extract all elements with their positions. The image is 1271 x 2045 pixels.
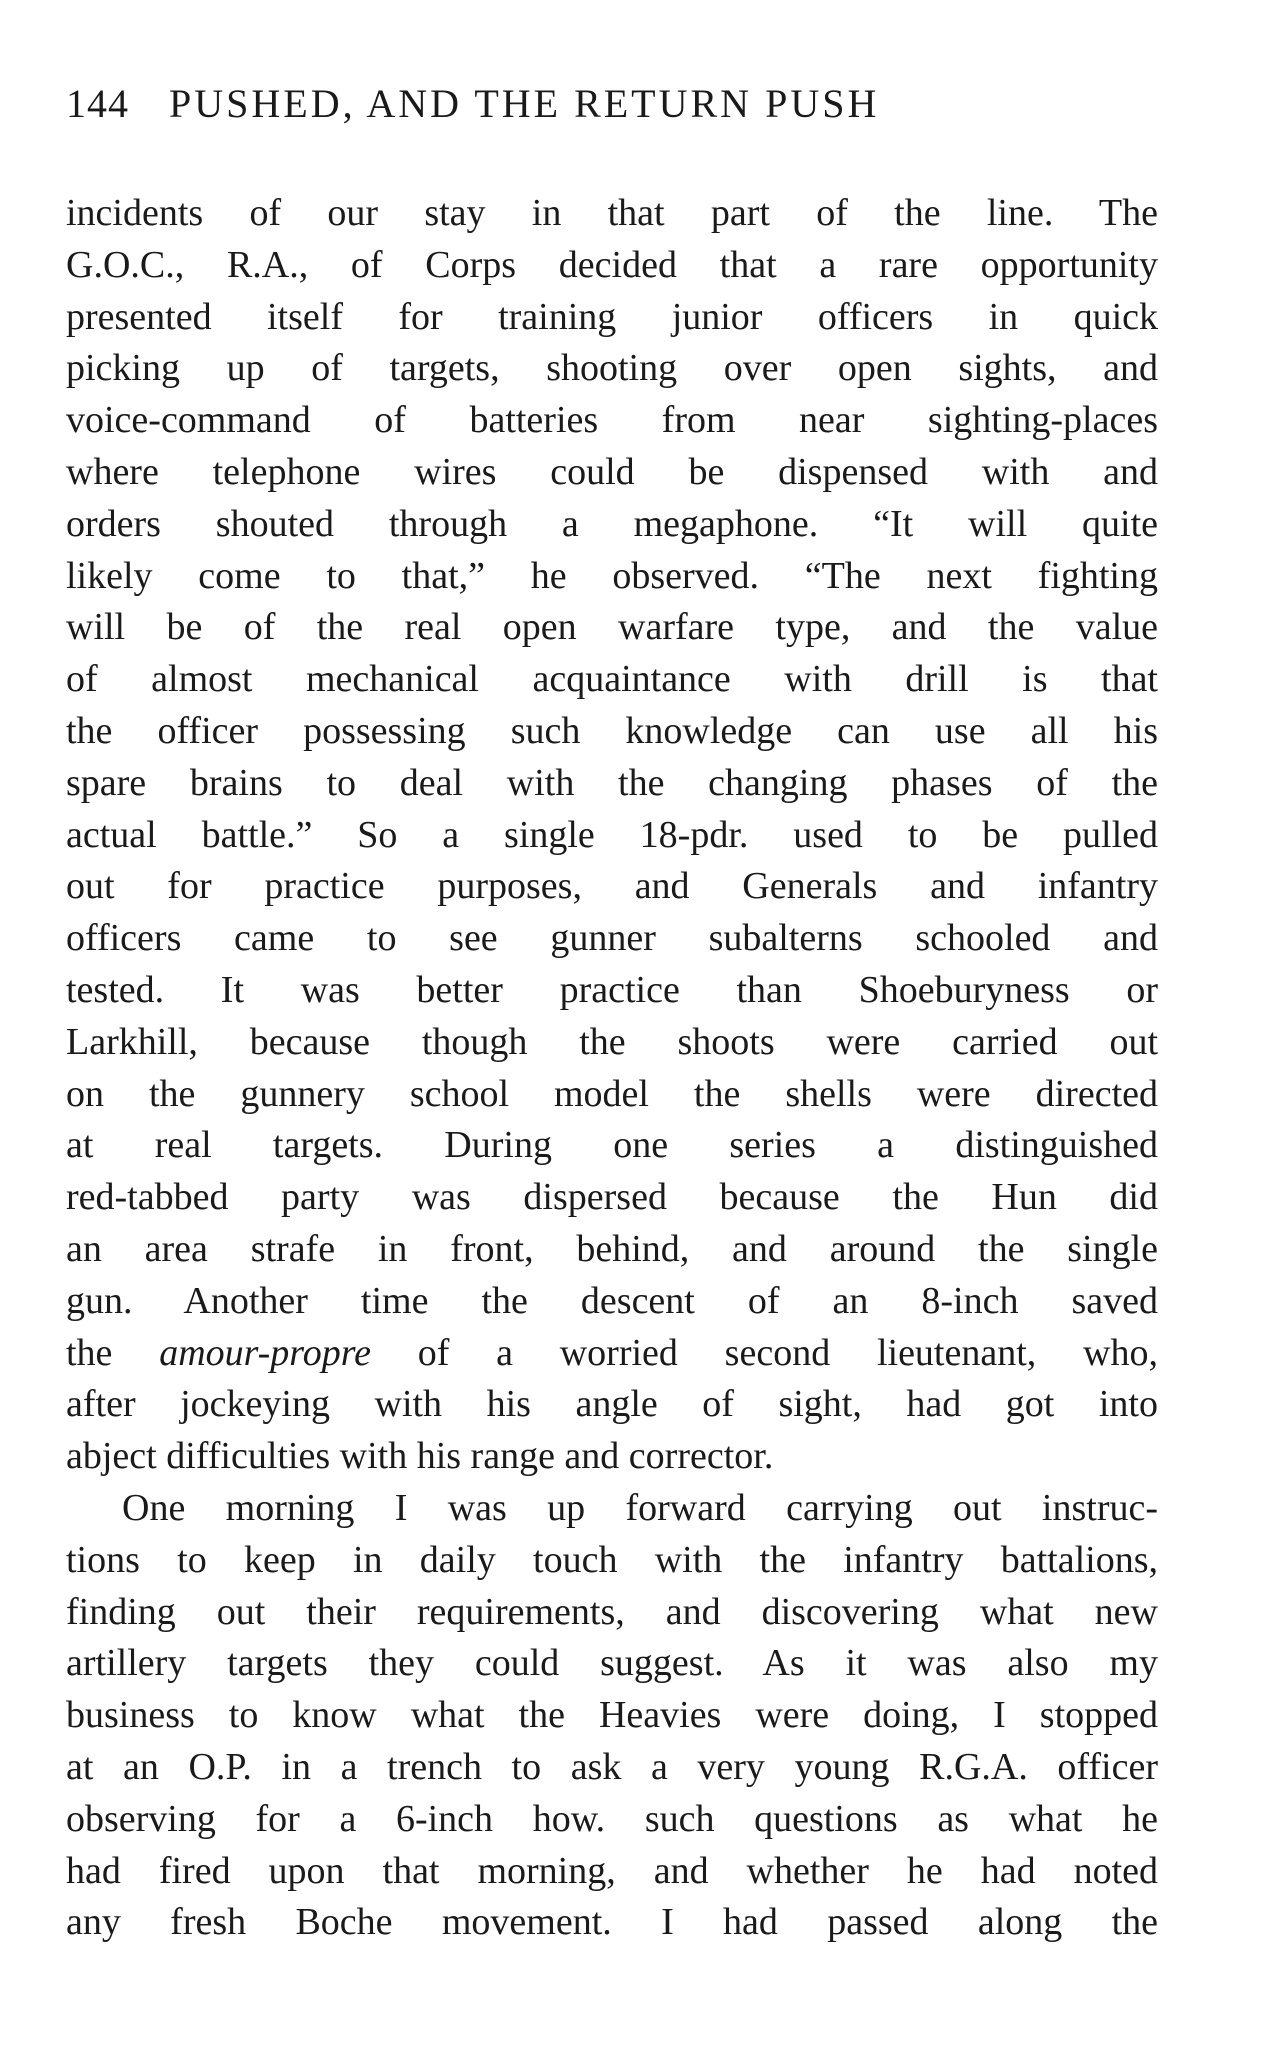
text-line: One morning I was up forward carrying out instruc-	[122, 1486, 1158, 1529]
text-line: G.O.C., R.A., of Corps decided that a rare opportunity	[66, 243, 1158, 286]
text-line: incidents of our stay in that part of the line. The	[66, 192, 1158, 234]
text-line: voice-command of batteries from near sighting-places	[66, 399, 1158, 442]
text-line: business to know what the Heavies were doing, I stopped	[66, 1694, 1158, 1737]
text-line: orders shouted through a megaphone. “It will quite	[66, 502, 1158, 545]
text-line: at real targets. During one series a distinguished	[66, 1124, 1158, 1167]
text-line: of almost mechanical acquaintance with drill is that	[66, 658, 1158, 701]
running-head	[66, 80, 1158, 144]
text-line: likely come to that,” he observed. “The next fighting	[66, 554, 1158, 597]
text-line: red-tabbed party was dispersed because the Hun did	[66, 1176, 1158, 1219]
text-line: tions to keep in daily touch with the infantry battalions,	[66, 1538, 1158, 1581]
text-line: where telephone wires could be dispensed with and	[66, 450, 1158, 493]
text-line: the officer possessing such knowledge can use all his	[66, 709, 1158, 752]
text-line: abject difficulties with his range and corrector.	[66, 1435, 774, 1478]
running-title: PUSHED, AND THE RETURN PUSH	[169, 81, 880, 126]
body-text	[66, 188, 1158, 1949]
page-number: 144	[66, 81, 129, 126]
text-line: observing for a 6-inch how. such questions as what he	[66, 1797, 1158, 1840]
text-line: at an O.P. in a trench to ask a very young R.G.A. officer	[66, 1745, 1158, 1788]
text-line: finding out their requirements, and discovering what new	[66, 1590, 1158, 1633]
paragraph-1	[66, 188, 1158, 1483]
book-page	[66, 80, 1158, 1949]
text-line: gun. Another time the descent of an 8-inch saved	[66, 1279, 1158, 1322]
text-line: the amour-propre of a worried second lieutenant, who,	[66, 1331, 1158, 1374]
text-line: had fired upon that morning, and whether he had noted	[66, 1849, 1158, 1892]
text-line: on the gunnery school model the shells were directed	[66, 1072, 1158, 1115]
text-line: presented itself for training junior officers in quick	[66, 295, 1158, 338]
text-line: picking up of targets, shooting over open sights, and	[66, 347, 1158, 390]
text-line: any fresh Boche movement. I had passed along the	[66, 1901, 1158, 1944]
text-line: artillery targets they could suggest. As it was also my	[66, 1642, 1158, 1685]
text-line: Larkhill, because though the shoots were carried out	[66, 1020, 1158, 1063]
text-line: officers came to see gunner subalterns schooled and	[66, 917, 1158, 960]
text-line: actual battle.” So a single 18-pdr. used to be pulled	[66, 813, 1158, 856]
text-line: after jockeying with his angle of sight, had got into	[66, 1383, 1158, 1426]
text-line: spare brains to deal with the changing phases of the	[66, 761, 1158, 804]
text-line: tested. It was better practice than Shoeburyness or	[66, 968, 1158, 1011]
text-line: out for practice purposes, and Generals and infantry	[66, 865, 1158, 908]
text-line: will be of the real open warfare type, and the value	[66, 606, 1158, 649]
paragraph-2	[66, 1483, 1158, 1949]
text-line: an area strafe in front, behind, and around the single	[66, 1227, 1158, 1270]
